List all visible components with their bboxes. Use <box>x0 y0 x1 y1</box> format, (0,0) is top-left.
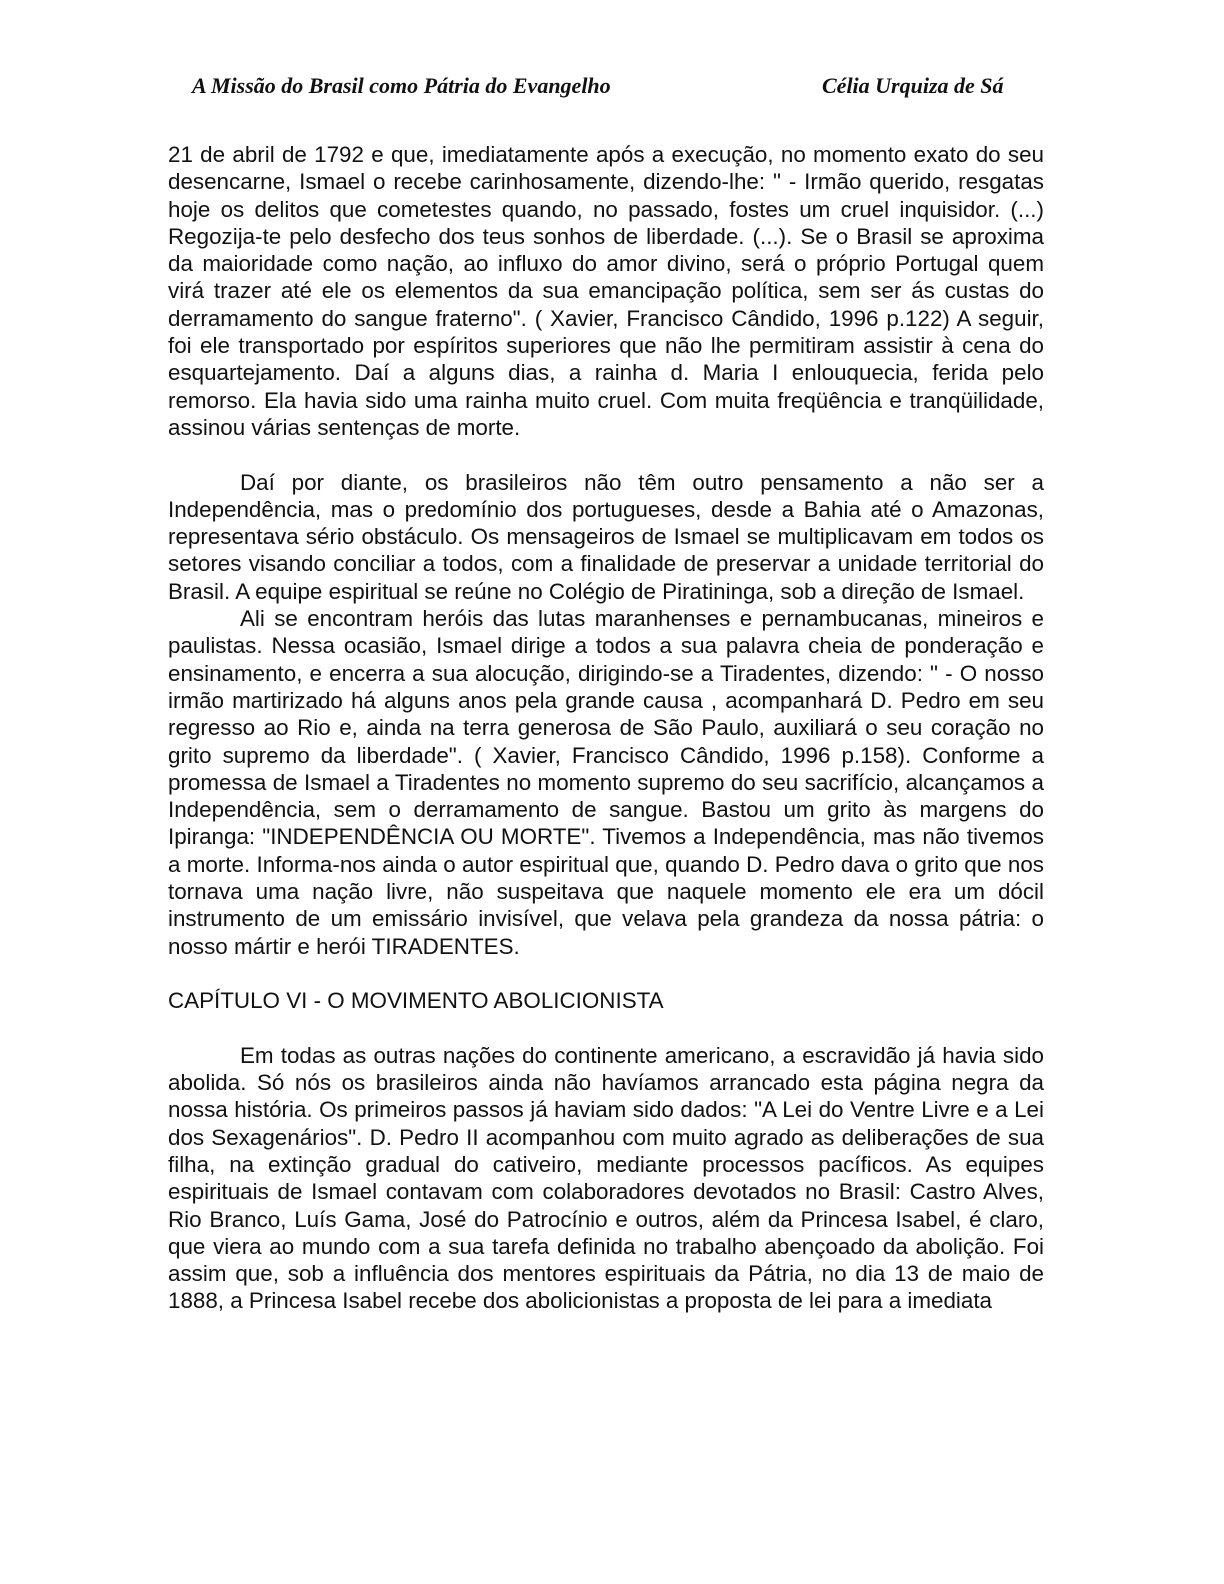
chapter-heading: CAPÍTULO VI - O MOVIMENTO ABOLICIONISTA <box>168 988 664 1014</box>
paragraph-3: Ali se encontram heróis das lutas maranhenses e pernambucanas, mineiros e paulistas. Nessa ocasião, Ismael dirige a todos a sua palavra cheia de ponderação e ensinamento, e encerra a sua alocução, dirigindo-se a Tiradentes, dizendo: " - O nosso irmão martirizado há alguns anos pela grande causa , acompanhará D. Pedro em seu regresso ao Rio e, ainda na terra generosa de São Paulo, auxiliará o seu coração no grito supremo da liberdade". ( Xavier, Francisco Cândido, 1996 p.158). Conforme a promessa de Ismael a Tiradentes no momento supremo do seu sacrifício, alcançamos a Independência, sem o derramamento de sangue. Bastou um grito às margens do Ipiranga: "INDEPENDÊNCIA OU MORTE". Tivemos a Independência, mas não tivemos a morte. Informa-nos ainda o autor espiritual que, quando D. Pedro dava o grito que nos tornava uma nação livre, não suspeitava que naquele momento ele era um dócil instrumento de um emissário invisível, que velava pela grandeza da nossa pátria: o nosso mártir e herói TIRADENTES. <box>168 606 1044 959</box>
paragraph-4: Em todas as outras nações do continente americano, a escravidão já havia sido abolida. Só nós os brasileiros ainda não havíamos arrancado esta página negra da nossa história. Os primeiros passos já haviam sido dados: "A Lei do Ventre Livre e a Lei dos Sexagenários". D. Pedro II acompanhou com muito agrado as deliberações de sua filha, na extinção gradual do cativeiro, mediante processos pacíficos. As equipes espirituais de Ismael contavam com colaboradores devotados no Brasil: Castro Alves, Rio Branco, Luís Gama, José do Patrocínio e outros, além da Princesa Isabel, é claro, que viera ao mundo com a sua tarefa definida no trabalho abençoado da abolição. Foi assim que, sob a influência dos mentores espirituais da Pátria, no dia 13 de maio de 1888, a Princesa Isabel recebe dos abolicionistas a proposta de lei para a imediata <box>168 1042 1044 1314</box>
paragraph-gap <box>168 441 1044 468</box>
paragraph-1: 21 de abril de 1792 e que, imediatamente após a execução, no momento exato do seu desencarne, Ismael o recebe carinhosamente, dizendo-lhe: " - Irmão querido, resgatas hoje os delitos que cometestes quando, no passado, fostes um cruel inquisidor. (...) Regozija-te pelo desfecho dos teus sonhos de liberdade. (...). Se o Brasil se aproxima da maioridade como nação, ao influxo do amor divino, será o próprio Portugal quem virá trazer até ele os elementos da sua emancipação política, sem ser ás custas do derramamento do sangue fraterno". ( Xavier, Francisco Cândido, 1996 p.122) A seguir, foi ele transportado por espíritos superiores que não lhe permitiram assistir à cena do esquartejamento. Daí a alguns dias, a rainha d. Maria I enlouquecia, ferida pelo remorso. Ela havia sido uma rainha muito cruel. Com muita freqüência e tranqüilidade, assinou várias sentenças de morte. <box>168 142 1044 440</box>
page-body <box>168 141 1044 1315</box>
paragraph-2: Daí por diante, os brasileiros não têm outro pensamento a não ser a Independência, mas o predomínio dos portugueses, desde a Bahia até o Amazonas, representava sério obstáculo. Os mensageiros de Ismael se multiplicavam em todos os setores visando conciliar a todos, com a finalidade de preservar a unidade territorial do Brasil. A equipe espiritual se reúne no Colégio de Piratininga, sob a direção de Ismael. <box>168 469 1044 604</box>
paragraph-gap <box>168 960 1044 987</box>
book-title: A Missão do Brasil como Pátria do Evangelho <box>192 73 611 98</box>
paragraph-gap <box>168 1015 1044 1042</box>
author-name: Célia Urquiza de Sá <box>822 73 1004 98</box>
